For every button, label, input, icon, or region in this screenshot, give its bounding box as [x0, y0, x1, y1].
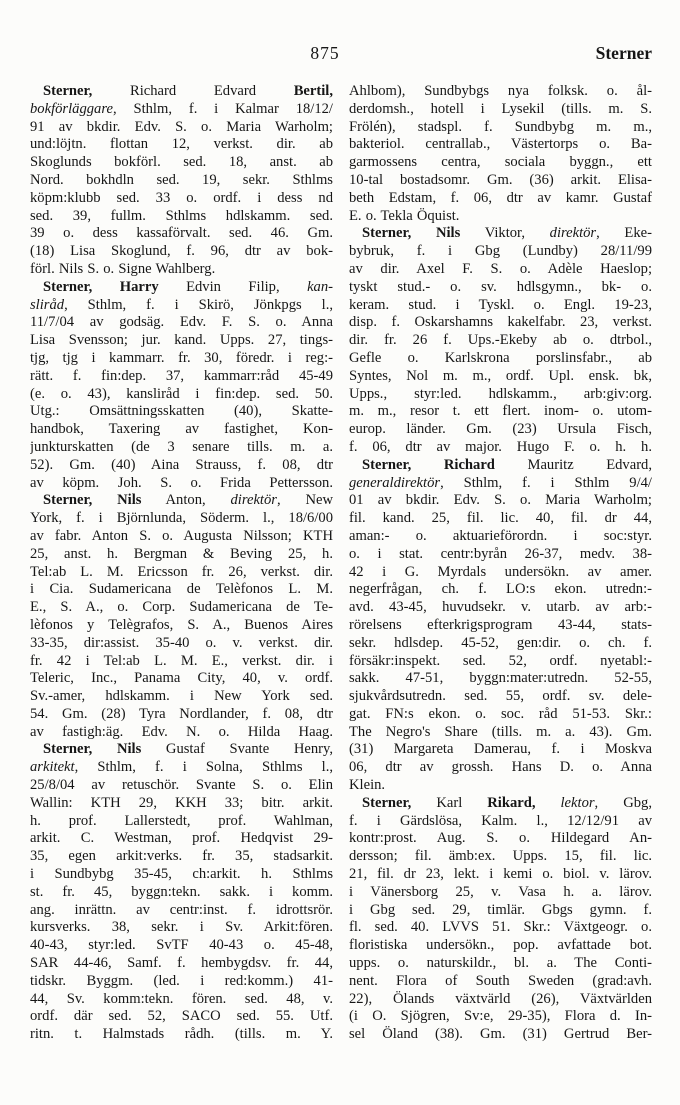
- person-name-bold: Sterner, Nils: [43, 492, 142, 509]
- text-line: [349, 386, 652, 404]
- text-run: fl. sed. 40. LVVS 51. Skr.: Växtgeogr. o.: [349, 919, 652, 936]
- text-line: [349, 314, 652, 332]
- text-line: [349, 279, 652, 297]
- text-run: Viktor,: [460, 225, 550, 242]
- text-line: [349, 368, 652, 386]
- text-run: , New: [276, 492, 333, 509]
- text-line: [30, 154, 333, 172]
- text-run: Karl: [411, 794, 488, 811]
- text-columns: [30, 83, 652, 1044]
- person-name-bold: Sterner,: [43, 83, 93, 99]
- text-run: keram. stud. i Tyskl. o. Engl. 19-23,: [349, 296, 652, 313]
- person-name-bold: Sterner, Nils: [43, 741, 142, 758]
- text-run: nent. Flora of South Sweden (grad:avh.: [349, 972, 652, 989]
- text-line: [349, 724, 652, 742]
- text-line: [349, 635, 652, 653]
- text-line: [349, 439, 652, 457]
- text-line: [30, 243, 333, 261]
- text-run: tidskr. Byggm. (led. i red:komm.) 41-: [30, 972, 333, 989]
- text-run: 22), Ölands växtvärld (26), Växtvärlden: [349, 990, 652, 1007]
- occupation-italic: direktör: [549, 225, 597, 242]
- text-line: [349, 653, 652, 671]
- entry-start-line: [349, 795, 652, 813]
- text-line: [30, 795, 333, 813]
- text-line: [30, 759, 333, 777]
- text-line: [349, 83, 652, 101]
- text-run: 25/8/04 av retuschör. Svante S. o. Elin: [30, 777, 333, 794]
- text-line: [30, 119, 333, 137]
- text-run: 35, egen arkit:verks. fr. 35, stadsarkit.: [30, 848, 333, 865]
- text-run: 11/7/04 av godsäg. Edv. F. S. o. Anna: [30, 314, 333, 331]
- text-run: 42 i G. Myrdals undersökn. av amer.: [349, 563, 652, 580]
- text-run: , Eke-: [596, 225, 652, 242]
- person-name-bold: Sterner, Nils: [362, 225, 461, 242]
- text-run: arkit. C. Westman, prof. Hedqvist 29-: [30, 830, 333, 847]
- text-line: [30, 172, 333, 190]
- text-run: E. o. Tekla Öquist.: [349, 207, 460, 224]
- text-line: [349, 902, 652, 920]
- text-run: garmossens centra, sociala byggn., ett: [349, 154, 652, 171]
- text-run: Tel:ab L. M. Ericsson fr. 26, verkst. dir.: [30, 563, 333, 580]
- text-line: [30, 510, 333, 528]
- text-line: [349, 564, 652, 582]
- text-line: [30, 386, 333, 404]
- text-run: sakk. 47-51, byggn:mater:utredn. 52-55,: [349, 670, 652, 687]
- occupation-italic: lektor: [560, 794, 595, 811]
- text-line: [30, 528, 333, 546]
- text-line: [30, 564, 333, 582]
- person-name-bold: Bertil,: [293, 83, 333, 99]
- entry-start-line: [30, 83, 333, 101]
- text-line: [349, 777, 652, 795]
- text-line: [349, 261, 652, 279]
- text-run: Nord. bokhdln sed. 19, sekr. Sthlms: [30, 171, 333, 188]
- text-run: 21, fil. dr 23, lekt. i kemi o. biol. v. lärov.: [349, 866, 652, 883]
- text-run: The Negro's Share (tills. m. a. 43). Gm.: [349, 723, 652, 740]
- text-line: [30, 617, 333, 635]
- text-line: [30, 866, 333, 884]
- text-run: av fastigh:äg. Edv. N. o. Hilda Haag.: [30, 723, 333, 740]
- text-run: bakteriol. centrallab., Västertorps o. Ba-: [349, 136, 652, 153]
- text-line: [349, 937, 652, 955]
- text-line: [349, 848, 652, 866]
- text-run: försäkr:inspekt. sed. 52, ordf. nyetabl:-: [349, 652, 652, 669]
- text-run: Ahlbom), Sundbybgs nya folksk. o. ål-: [349, 83, 652, 99]
- text-line: [30, 581, 333, 599]
- text-line: [349, 492, 652, 510]
- text-line: [30, 777, 333, 795]
- text-line: [349, 172, 652, 190]
- text-run: f. i Gärdslösa, Kalm. l., 12/12/91 av: [349, 812, 652, 829]
- text-run: junkturskatten (de 3 senare tills. m. a.: [30, 438, 333, 455]
- text-line: [30, 635, 333, 653]
- text-line: [30, 955, 333, 973]
- text-line: [349, 830, 652, 848]
- text-line: [30, 350, 333, 368]
- text-line: [30, 653, 333, 671]
- text-line: [349, 688, 652, 706]
- text-run: , Sthlm, f. i Sthlm 9/4/: [440, 474, 652, 491]
- person-name-bold: Sterner, Richard: [362, 456, 495, 473]
- entry-start-line: [349, 225, 652, 243]
- text-run: i Gbg sed. 29, timlär. Gbgs gymn. f.: [349, 901, 652, 918]
- text-line: [30, 546, 333, 564]
- text-run: tjg, tjg i kammarr. fr. 30, föredr. i reg:-: [30, 349, 333, 366]
- text-line: [30, 937, 333, 955]
- text-line: [349, 955, 652, 973]
- text-run: ang. inrättn. av centr:inst. f. idrottsrör.: [30, 901, 333, 918]
- text-line: [349, 243, 652, 261]
- text-run: Utg.: Omsättningsskatten (40), Skatte-: [30, 403, 333, 420]
- text-run: köpm:klubb sed. 33 o. ordf. i dess nd: [30, 189, 333, 206]
- text-line: [30, 368, 333, 386]
- text-run: förl. Nils S. o. Signe Wahlberg.: [30, 260, 216, 277]
- text-run: upps. o. naturskildr., bl. a. The Conti-: [349, 955, 652, 972]
- text-line: [30, 599, 333, 617]
- text-run: ritn. t. Halmstads rådh. (tills. m. Y.: [30, 1026, 333, 1043]
- text-line: [30, 261, 333, 279]
- occupation-italic: direktör: [230, 492, 277, 509]
- text-run: Gefle o. Karlskrona porslinsfabr., ab: [349, 349, 652, 366]
- text-run: Richard Edvard: [92, 83, 294, 99]
- text-run: f. 06, dtr av major. Hugo F. o. h. h.: [349, 438, 652, 455]
- text-run: (18) Lisa Skoglund, f. 96, dtr av bok-: [30, 243, 333, 260]
- text-run: m. m., resor t. ett flert. inom- o. utom-: [349, 403, 652, 420]
- text-line: [349, 741, 652, 759]
- text-run: ordf. där sed. 52, SACO sed. 55. Utf.: [30, 1008, 333, 1025]
- text-run: sel Öland (38). Gm. (31) Gertrud Ber-: [349, 1026, 652, 1043]
- occupation-italic: sliråd: [30, 296, 65, 313]
- text-line: [349, 617, 652, 635]
- occupation-italic: arkitekt: [30, 759, 75, 776]
- entry-start-line: [349, 457, 652, 475]
- text-line: [30, 208, 333, 226]
- text-line: [349, 884, 652, 902]
- text-run: dersson; fil. ämb:ex. Upps. 15, fil. lic.: [349, 848, 652, 865]
- text-run: handbok, Taxering av fastighet, Kon-: [30, 421, 333, 438]
- text-line: [30, 1026, 333, 1044]
- text-line: [30, 688, 333, 706]
- text-run: Edvin Filip,: [158, 278, 308, 295]
- text-run: 91 av bkdir. Edv. S. o. Maria Warholm;: [30, 118, 333, 135]
- text-line: [349, 528, 652, 546]
- text-run: 06, dtr av grossh. Hans D. o. Anna: [349, 759, 652, 776]
- text-line: [30, 314, 333, 332]
- text-run: Anton,: [141, 492, 231, 509]
- text-run: SAR 44-46, Samf. f. hembygdsv. fr. 44,: [30, 955, 333, 972]
- text-line: [30, 991, 333, 1009]
- text-run: , Gbg,: [594, 794, 652, 811]
- text-line: [349, 706, 652, 724]
- text-run: beth Edstam, f. 06, dtr av kamr. Gustaf: [349, 189, 652, 206]
- text-line: [30, 421, 333, 439]
- text-line: [349, 119, 652, 137]
- text-line: [30, 403, 333, 421]
- text-line: [349, 190, 652, 208]
- text-run: europ. länder. Gm. (23) Ursula Fisch,: [349, 421, 652, 438]
- text-run: (e. o. 43), kansliråd i fin:dep. sed. 50.: [30, 385, 333, 402]
- text-line: [30, 884, 333, 902]
- text-run: [536, 795, 561, 811]
- text-run: disp. f. Oskarshamns kakelfabr. 23, verkst.: [349, 314, 652, 331]
- text-run: Teleric, Inc., Panama City, 40, v. ordf.: [30, 670, 333, 687]
- text-run: Lisa Svensson; jur. kand. Upps. 27, tings-: [30, 332, 333, 349]
- text-line: [30, 225, 333, 243]
- text-line: [30, 848, 333, 866]
- text-line: [349, 599, 652, 617]
- text-run: fr. 42 i Tel:ab L. M. E., verkst. dir. i: [30, 652, 333, 669]
- text-line: [349, 973, 652, 991]
- text-run: , Sthlm, f. i Kalmar 18/12/: [112, 100, 333, 117]
- text-line: [30, 706, 333, 724]
- text-run: av fabr. Anton S. o. Augusta Nilsson; KTH: [30, 527, 333, 544]
- text-run: 40-43, styr:led. SvTF 40-43 o. 45-48,: [30, 937, 333, 954]
- text-run: kontr:prost. Aug. S. o. Hildegard An-: [349, 830, 652, 847]
- text-line: [349, 510, 652, 528]
- text-run: Mauritz Edvard,: [494, 456, 652, 473]
- text-run: (31) Margareta Damerau, f. i Moskva: [349, 741, 652, 758]
- text-line: [349, 297, 652, 315]
- text-line: [30, 724, 333, 742]
- text-run: Wallin: KTH 29, KKH 33; bitr. arkit.: [30, 794, 333, 811]
- entry-start-line: [30, 741, 333, 759]
- text-line: [349, 101, 652, 119]
- text-run: 01 av bkdir. Edv. S. o. Maria Warholm;: [349, 492, 652, 509]
- text-run: fil. kand. 25, fil. lic. 40, fil. dr 44,: [349, 510, 652, 527]
- text-line: [349, 919, 652, 937]
- text-line: [30, 670, 333, 688]
- text-line: [349, 1026, 652, 1044]
- person-name-bold: Sterner, Harry: [43, 278, 159, 295]
- text-run: lèfonos y Telègrafos, S. A., Buenos Aires: [30, 616, 333, 633]
- text-run: 10-tal bostadsomr. Gm. (36) arkit. Elisa-: [349, 171, 652, 188]
- text-line: [30, 136, 333, 154]
- text-line: [349, 421, 652, 439]
- text-run: , Sthlm, f. i Solna, Sthlms l.,: [74, 759, 333, 776]
- text-run: sjukvårdsutredn. sed. 55, ordf. sv. dele-: [349, 688, 652, 705]
- text-line: [349, 403, 652, 421]
- text-line: [349, 332, 652, 350]
- text-run: negerfrågan, ch. f. LO:s ekon. utredn:-: [349, 581, 652, 598]
- text-run: i Cia. Sudamericana de Telèfonos L. M.: [30, 581, 333, 598]
- text-line: [349, 813, 652, 831]
- page-header: [28, 43, 652, 67]
- text-line: [349, 1008, 652, 1026]
- text-run: sekr. hdlsdep. 45-52, gen:dir. o. ch. f.: [349, 634, 652, 651]
- text-run: Frölén), stadspl. f. Sundbybg m. m.,: [349, 118, 652, 135]
- person-name-bold: Sterner,: [362, 794, 412, 811]
- text-run: Skoglunds bokförl. sed. 18, anst. ab: [30, 154, 333, 171]
- text-line: [349, 991, 652, 1009]
- text-line: [30, 457, 333, 475]
- text-run: sed. 39, fullm. Sthlms hdlskamm. sed.: [30, 207, 333, 224]
- text-line: [30, 439, 333, 457]
- occupation-italic: bokförläggare: [30, 100, 113, 117]
- text-run: Klein.: [349, 777, 386, 794]
- text-run: 33-35, dir:assist. 35-40 o. v. verkst. dir.: [30, 634, 333, 651]
- text-line: [349, 136, 652, 154]
- text-line: [30, 813, 333, 831]
- text-run: bybruk, f. i Gbg (Lundby) 28/11/99: [349, 243, 652, 260]
- text-run: o. i stat. centr:byrån 26-37, medv. 38-: [349, 545, 652, 562]
- text-line: [30, 902, 333, 920]
- text-line: [349, 208, 652, 226]
- text-run: Syntes, Nol m. m., ordf. Upl. ensk. bk,: [349, 367, 652, 384]
- text-run: (i O. Sjögren, Sv:e, 29-35), Flora d. In-: [349, 1008, 652, 1025]
- text-line: [349, 546, 652, 564]
- text-run: floristiska undersökn., pop. avfattade bot.: [349, 937, 652, 954]
- text-run: , Sthlm, f. i Skirö, Jönkpgs l.,: [64, 296, 333, 313]
- text-line: [30, 297, 333, 315]
- text-run: 54. Gm. (28) Tyra Nordlander, f. 08, dtr: [30, 705, 333, 722]
- text-run: 44, Sv. komm:tekn. fören. sed. 48, v.: [30, 990, 333, 1007]
- text-run: York, f. i Björnlunda, Söderm. l., 18/6/00: [30, 510, 333, 527]
- text-line: [30, 830, 333, 848]
- entry-start-line: [30, 492, 333, 510]
- occupation-italic: kan-: [307, 278, 333, 295]
- text-run: Sv.-amer, hdlskamm. i New York sed.: [30, 688, 333, 705]
- page-number: 875: [310, 43, 340, 63]
- text-run: 25, anst. h. Bergman & Beving 25, h.: [30, 545, 333, 562]
- right-column: [349, 83, 652, 1044]
- text-line: [349, 475, 652, 493]
- text-line: [30, 973, 333, 991]
- text-run: av dir. Axel F. S. o. Adèle Haeslop;: [349, 260, 652, 277]
- text-run: 52). Gm. (40) Aina Strauss, f. 08, dtr: [30, 456, 333, 473]
- text-run: h. prof. Lallerstedt, prof. Wahlman,: [30, 812, 333, 829]
- text-run: Gustaf Svante Henry,: [141, 741, 333, 758]
- text-run: tyskt stud.- o. sv. hdlsgymn., bk- o.: [349, 278, 652, 295]
- text-run: rörelsens efterkrigsprogram 43-44, stats-: [349, 616, 652, 633]
- text-run: aman:- o. aktuarieförordn. i soc:styr.: [349, 527, 652, 544]
- text-run: i Sundbybg 35-45, ch:arkit. h. Sthlms: [30, 866, 333, 883]
- text-run: gat. FN:s ekon. o. soc. råd 51-53. Skr.:: [349, 705, 652, 722]
- text-line: [30, 1008, 333, 1026]
- running-title: Sterner: [595, 43, 652, 63]
- text-run: E., S. A., o. Corp. Sudamericana de Te-: [30, 599, 333, 616]
- text-line: [349, 670, 652, 688]
- text-line: [30, 475, 333, 493]
- text-run: und:löjtn. flottan 12, verkst. dir. ab: [30, 136, 333, 153]
- text-line: [30, 101, 333, 119]
- text-line: [30, 332, 333, 350]
- text-line: [349, 154, 652, 172]
- entry-start-line: [30, 279, 333, 297]
- text-run: i Vänersborg 25, v. Vasa h. a. lärov.: [349, 883, 652, 900]
- text-line: [349, 866, 652, 884]
- text-line: [349, 581, 652, 599]
- person-name-bold: Rikard,: [487, 794, 536, 811]
- text-line: [30, 190, 333, 208]
- text-line: [30, 919, 333, 937]
- text-run: rätt. f. fin:dep. 37, kammarr:råd 45-49: [30, 367, 333, 384]
- text-run: avd. 43-45, huvudsekr. v. utarb. av arb:-: [349, 599, 652, 616]
- text-run: Upps., styr:led. hdlskamm., arb:giv:org.: [349, 385, 652, 402]
- text-run: av köpm. Joh. S. o. Frida Pettersson.: [30, 474, 333, 491]
- text-run: derdomsh., hotell i Lysekil (tills. m. S.: [349, 100, 652, 117]
- text-run: 39 o. dess kassaförvalt. sed. 46. Gm.: [30, 225, 333, 242]
- text-line: [349, 350, 652, 368]
- text-run: st. fr. 45, byggn:tekn. sakk. i komm.: [30, 883, 333, 900]
- text-run: kursverks. 38, sekr. i Sv. Arkit:fören.: [30, 919, 333, 936]
- occupation-italic: generaldirektör: [349, 474, 441, 491]
- left-column: [30, 83, 333, 1044]
- text-run: dir. fr. 26 f. Ups.-Ekeby ab o. dtrbol.,: [349, 332, 652, 349]
- text-line: [349, 759, 652, 777]
